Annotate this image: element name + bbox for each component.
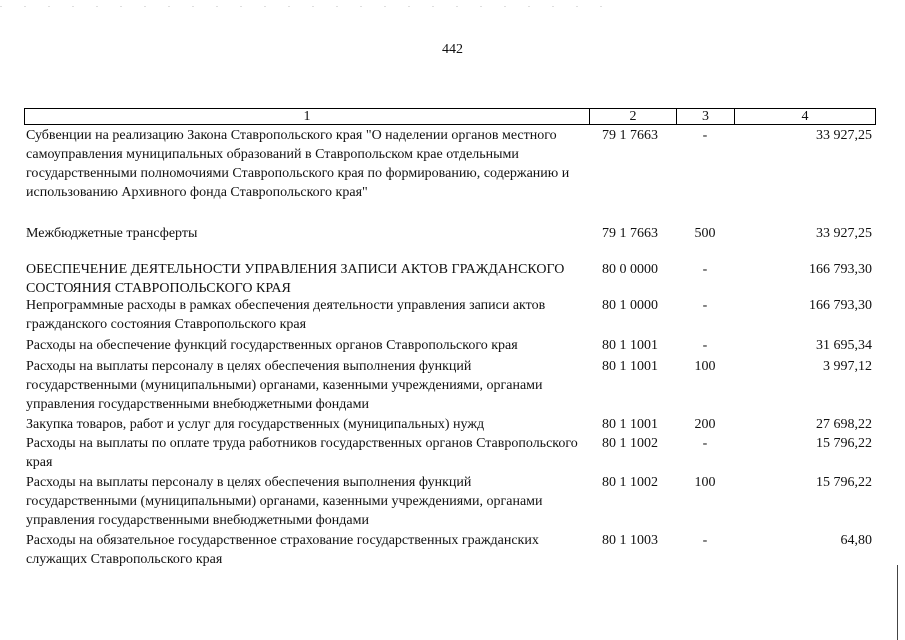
row-code: 79 1 7663 [602, 128, 658, 143]
row-description: Межбюджетные трансферты [26, 226, 198, 241]
row-type: - [702, 298, 708, 313]
page-edge-line [897, 565, 898, 640]
row-code: 80 1 0000 [602, 298, 658, 313]
row-description: Субвенции на реализацию Закона Ставропольского края "О наделении органов местного самоуправления муниципальных образований в Ставропольском крае отдельными государственными полномочиями Ставропольского края по формированию, содержанию и использованию Архивного фонда Ставропольского края" [26, 128, 570, 200]
row-amount: 166 793,30 [809, 298, 872, 313]
row-description: Расходы на обеспечение функций государственных органов Ставропольского края [26, 338, 518, 353]
row-description: Расходы на обязательное государственное страхование государственных гражданских служащих Ставропольского края [26, 533, 539, 567]
row-type: - [702, 262, 708, 277]
row-code: 80 1 1001 [602, 338, 658, 353]
column-header-4: 4 [801, 109, 809, 124]
row-amount: 33 927,25 [816, 226, 872, 241]
row-description: Расходы на выплаты по оплате труда работников государственных органов Ставропольского края [26, 436, 578, 470]
row-code: 80 1 1002 [602, 436, 658, 451]
column-header-row [24, 108, 876, 125]
row-type: - [702, 338, 708, 353]
row-type: - [702, 533, 708, 548]
row-amount: 166 793,30 [809, 262, 872, 277]
row-amount: 15 796,22 [816, 436, 872, 451]
row-code: 80 0 0000 [602, 262, 658, 277]
row-amount: 15 796,22 [816, 475, 872, 490]
row-amount: 64,80 [840, 533, 872, 548]
row-code: 80 1 1001 [602, 417, 658, 432]
column-header-3: 3 [677, 109, 735, 124]
row-amount: 3 997,12 [823, 359, 872, 374]
row-type: 100 [694, 475, 716, 490]
column-header-2: 2 [590, 109, 677, 124]
row-code: 80 1 1003 [602, 533, 658, 548]
row-type: 100 [694, 359, 716, 374]
column-header-1: 1 [25, 109, 590, 124]
row-description: Непрограммные расходы в рамках обеспечения деятельности управления записи актов гражданского состояния Ставропольского края [26, 298, 546, 332]
row-code: 80 1 1002 [602, 475, 658, 490]
row-amount: 31 695,34 [816, 338, 872, 353]
row-type: - [702, 436, 708, 451]
row-description: Расходы на выплаты персоналу в целях обеспечения выполнения функций государственными (муниципальными) органами, казенными учреждениями, органами управления государственными внебюджетными фондами [26, 475, 543, 528]
row-amount: 27 698,22 [816, 417, 872, 432]
row-description: Закупка товаров, работ и услуг для государственных (муниципальных) нужд [26, 417, 485, 432]
page-number: 442 [442, 42, 463, 57]
scan-artifacts: . . . . . . . . . . . . . . . . . . . . . . . . . . [0, 0, 612, 8]
row-description: Расходы на выплаты персоналу в целях обеспечения выполнения функций государственными (муниципальными) органами, казенными учреждениями, органами управления государственными внебюджетными фондами [26, 359, 543, 412]
row-type: - [702, 128, 708, 143]
row-type: 200 [694, 417, 716, 432]
row-amount: 33 927,25 [816, 128, 872, 143]
row-type: 500 [694, 226, 716, 241]
row-code: 80 1 1001 [602, 359, 658, 374]
row-description: ОБЕСПЕЧЕНИЕ ДЕЯТЕЛЬНОСТИ УПРАВЛЕНИЯ ЗАПИСИ АКТОВ ГРАЖДАНСКОГО СОСТОЯНИЯ СТАВРОПОЛЬСКОГО КРАЯ [26, 262, 565, 296]
row-code: 79 1 7663 [602, 226, 658, 241]
